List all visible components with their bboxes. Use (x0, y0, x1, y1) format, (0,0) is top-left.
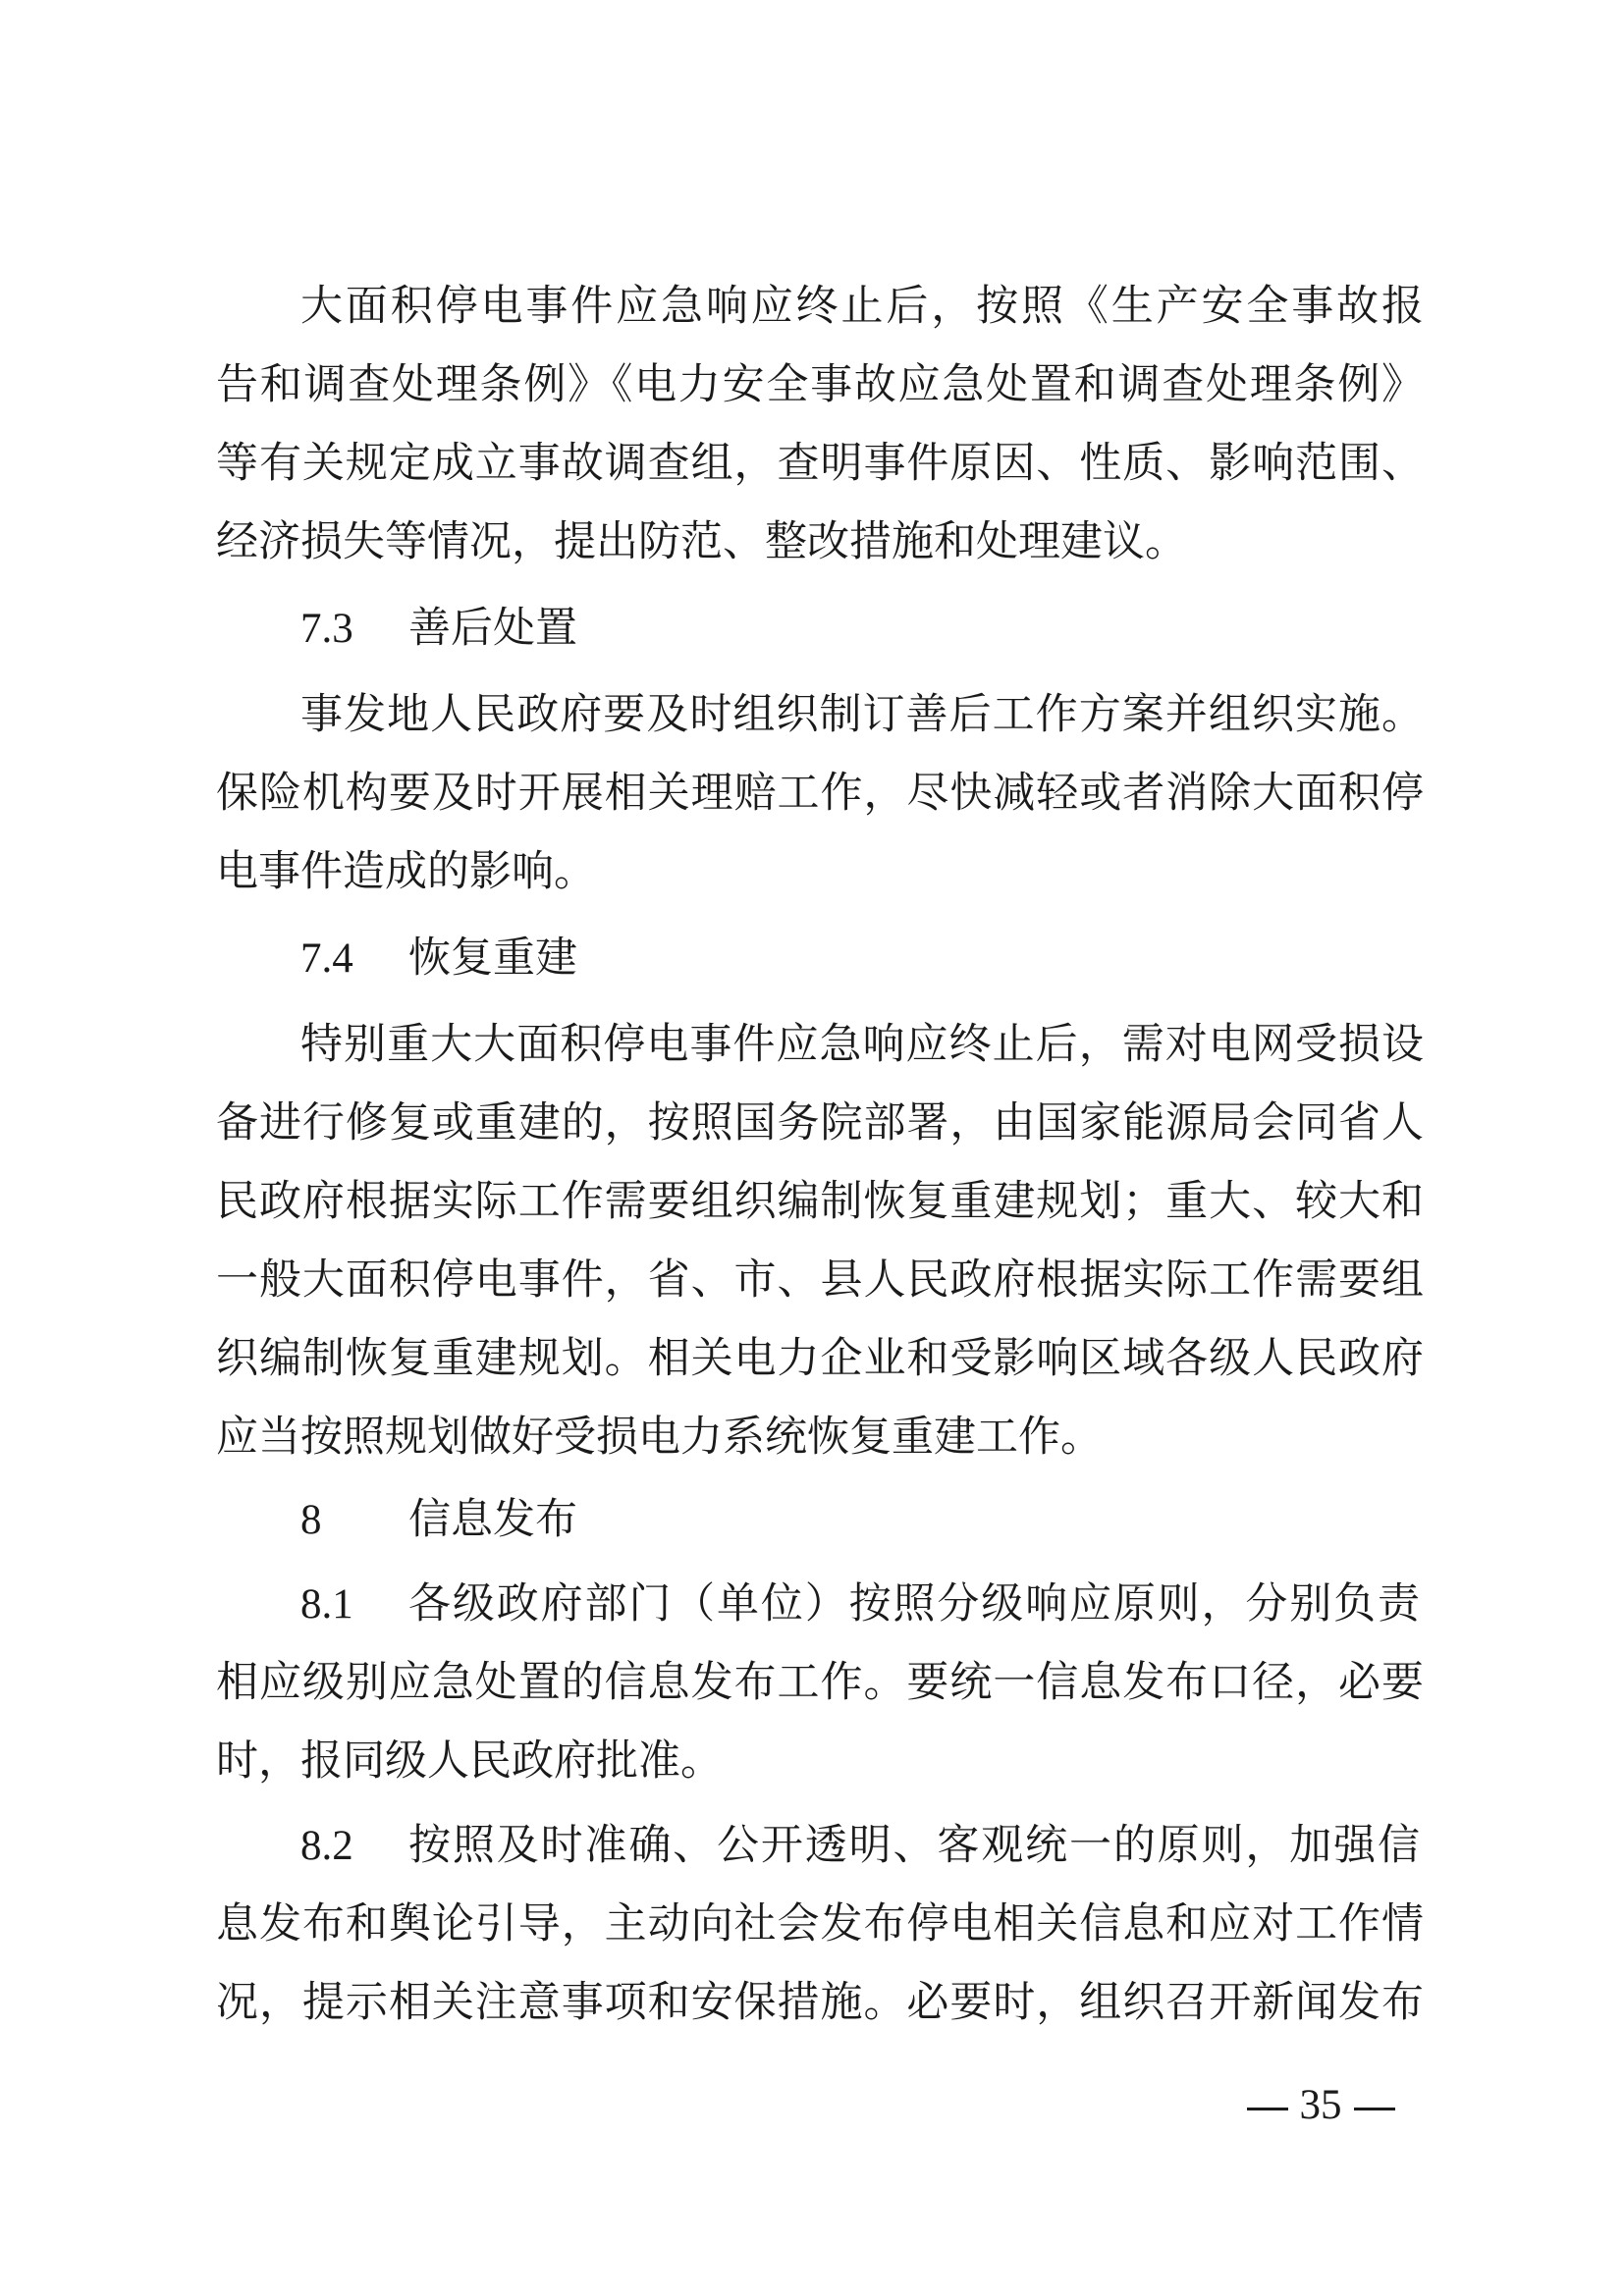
page-number (1232, 2076, 1409, 2135)
section-number: 7.4 (300, 935, 353, 982)
paragraph-line: 经济损失等情况，提出防范、整改措施和处理建议。 (216, 517, 1187, 566)
page-number-text: 35 (1299, 2082, 1342, 2128)
section-number: 7.3 (300, 606, 353, 652)
paragraph-line: 电事件造成的影响。 (216, 847, 596, 896)
paragraph-line: 织编制恢复重建规划。相关电力企业和受影响区域各级人民政府 (216, 1334, 1424, 1383)
paragraph-line: 保险机构要及时开展相关理赔工作，尽快减轻或者消除大面积停 (216, 769, 1424, 818)
section-heading (300, 589, 791, 667)
paragraph-line: 一般大面积停电事件，省、市、县人民政府根据实际工作需要组 (216, 1255, 1424, 1305)
paragraph-line: 等有关规定成立事故调查组，查明事件原因、性质、影响范围、 (216, 439, 1424, 488)
section-title: 善后处置 (408, 604, 577, 653)
paragraph-line: 特别重大大面积停电事件应急响应终止后，需对电网受损设 (300, 1020, 1424, 1069)
paragraph-line: 况，提示相关注意事项和安保措施。必要时，组织召开新闻发布 (216, 1978, 1424, 2027)
dash-left (1247, 2108, 1288, 2110)
paragraph-line (300, 1565, 1424, 1643)
paragraph-line: 时，报同级人民政府批准。 (216, 1736, 723, 1786)
clause-text: 按照及时准确、公开透明、客观统一的原则，加强信 (408, 1821, 1420, 1870)
section-number: 8 (300, 1497, 322, 1543)
paragraph-line: 事发地人民政府要及时组织制订善后工作方案并组织实施。 (300, 690, 1424, 739)
paragraph-line: 告和调查处理条例》《电力安全事故应急处置和调查处理条例》 (216, 360, 1424, 409)
paragraph-line: 民政府根据实际工作需要组织编制恢复重建规划；重大、较大和 (216, 1177, 1424, 1226)
clause-text: 各级政府部门（单位）按照分级响应原则，分别负责 (408, 1579, 1420, 1629)
paragraph-line: 备进行修复或重建的，按照国务院部署，由国家能源局会同省人 (216, 1098, 1424, 1148)
dash-right (1354, 2108, 1395, 2110)
paragraph-line: 大面积停电事件应急响应终止后，按照《生产安全事故报 (300, 282, 1424, 331)
paragraph-line: 相应级别应急处置的信息发布工作。要统一信息发布口径，必要 (216, 1658, 1424, 1707)
section-heading (300, 1480, 791, 1559)
section-heading (300, 919, 791, 997)
clause-number: 8.1 (300, 1581, 353, 1628)
section-title: 恢复重建 (408, 934, 577, 983)
section-title: 信息发布 (408, 1495, 577, 1544)
paragraph-line (300, 1806, 1424, 1885)
clause-number: 8.2 (300, 1823, 353, 1869)
paragraph-line: 应当按照规划做好受损电力系统恢复重建工作。 (216, 1413, 1103, 1462)
paragraph-line: 息发布和舆论引导，主动向社会发布停电相关信息和应对工作情 (216, 1899, 1424, 1949)
